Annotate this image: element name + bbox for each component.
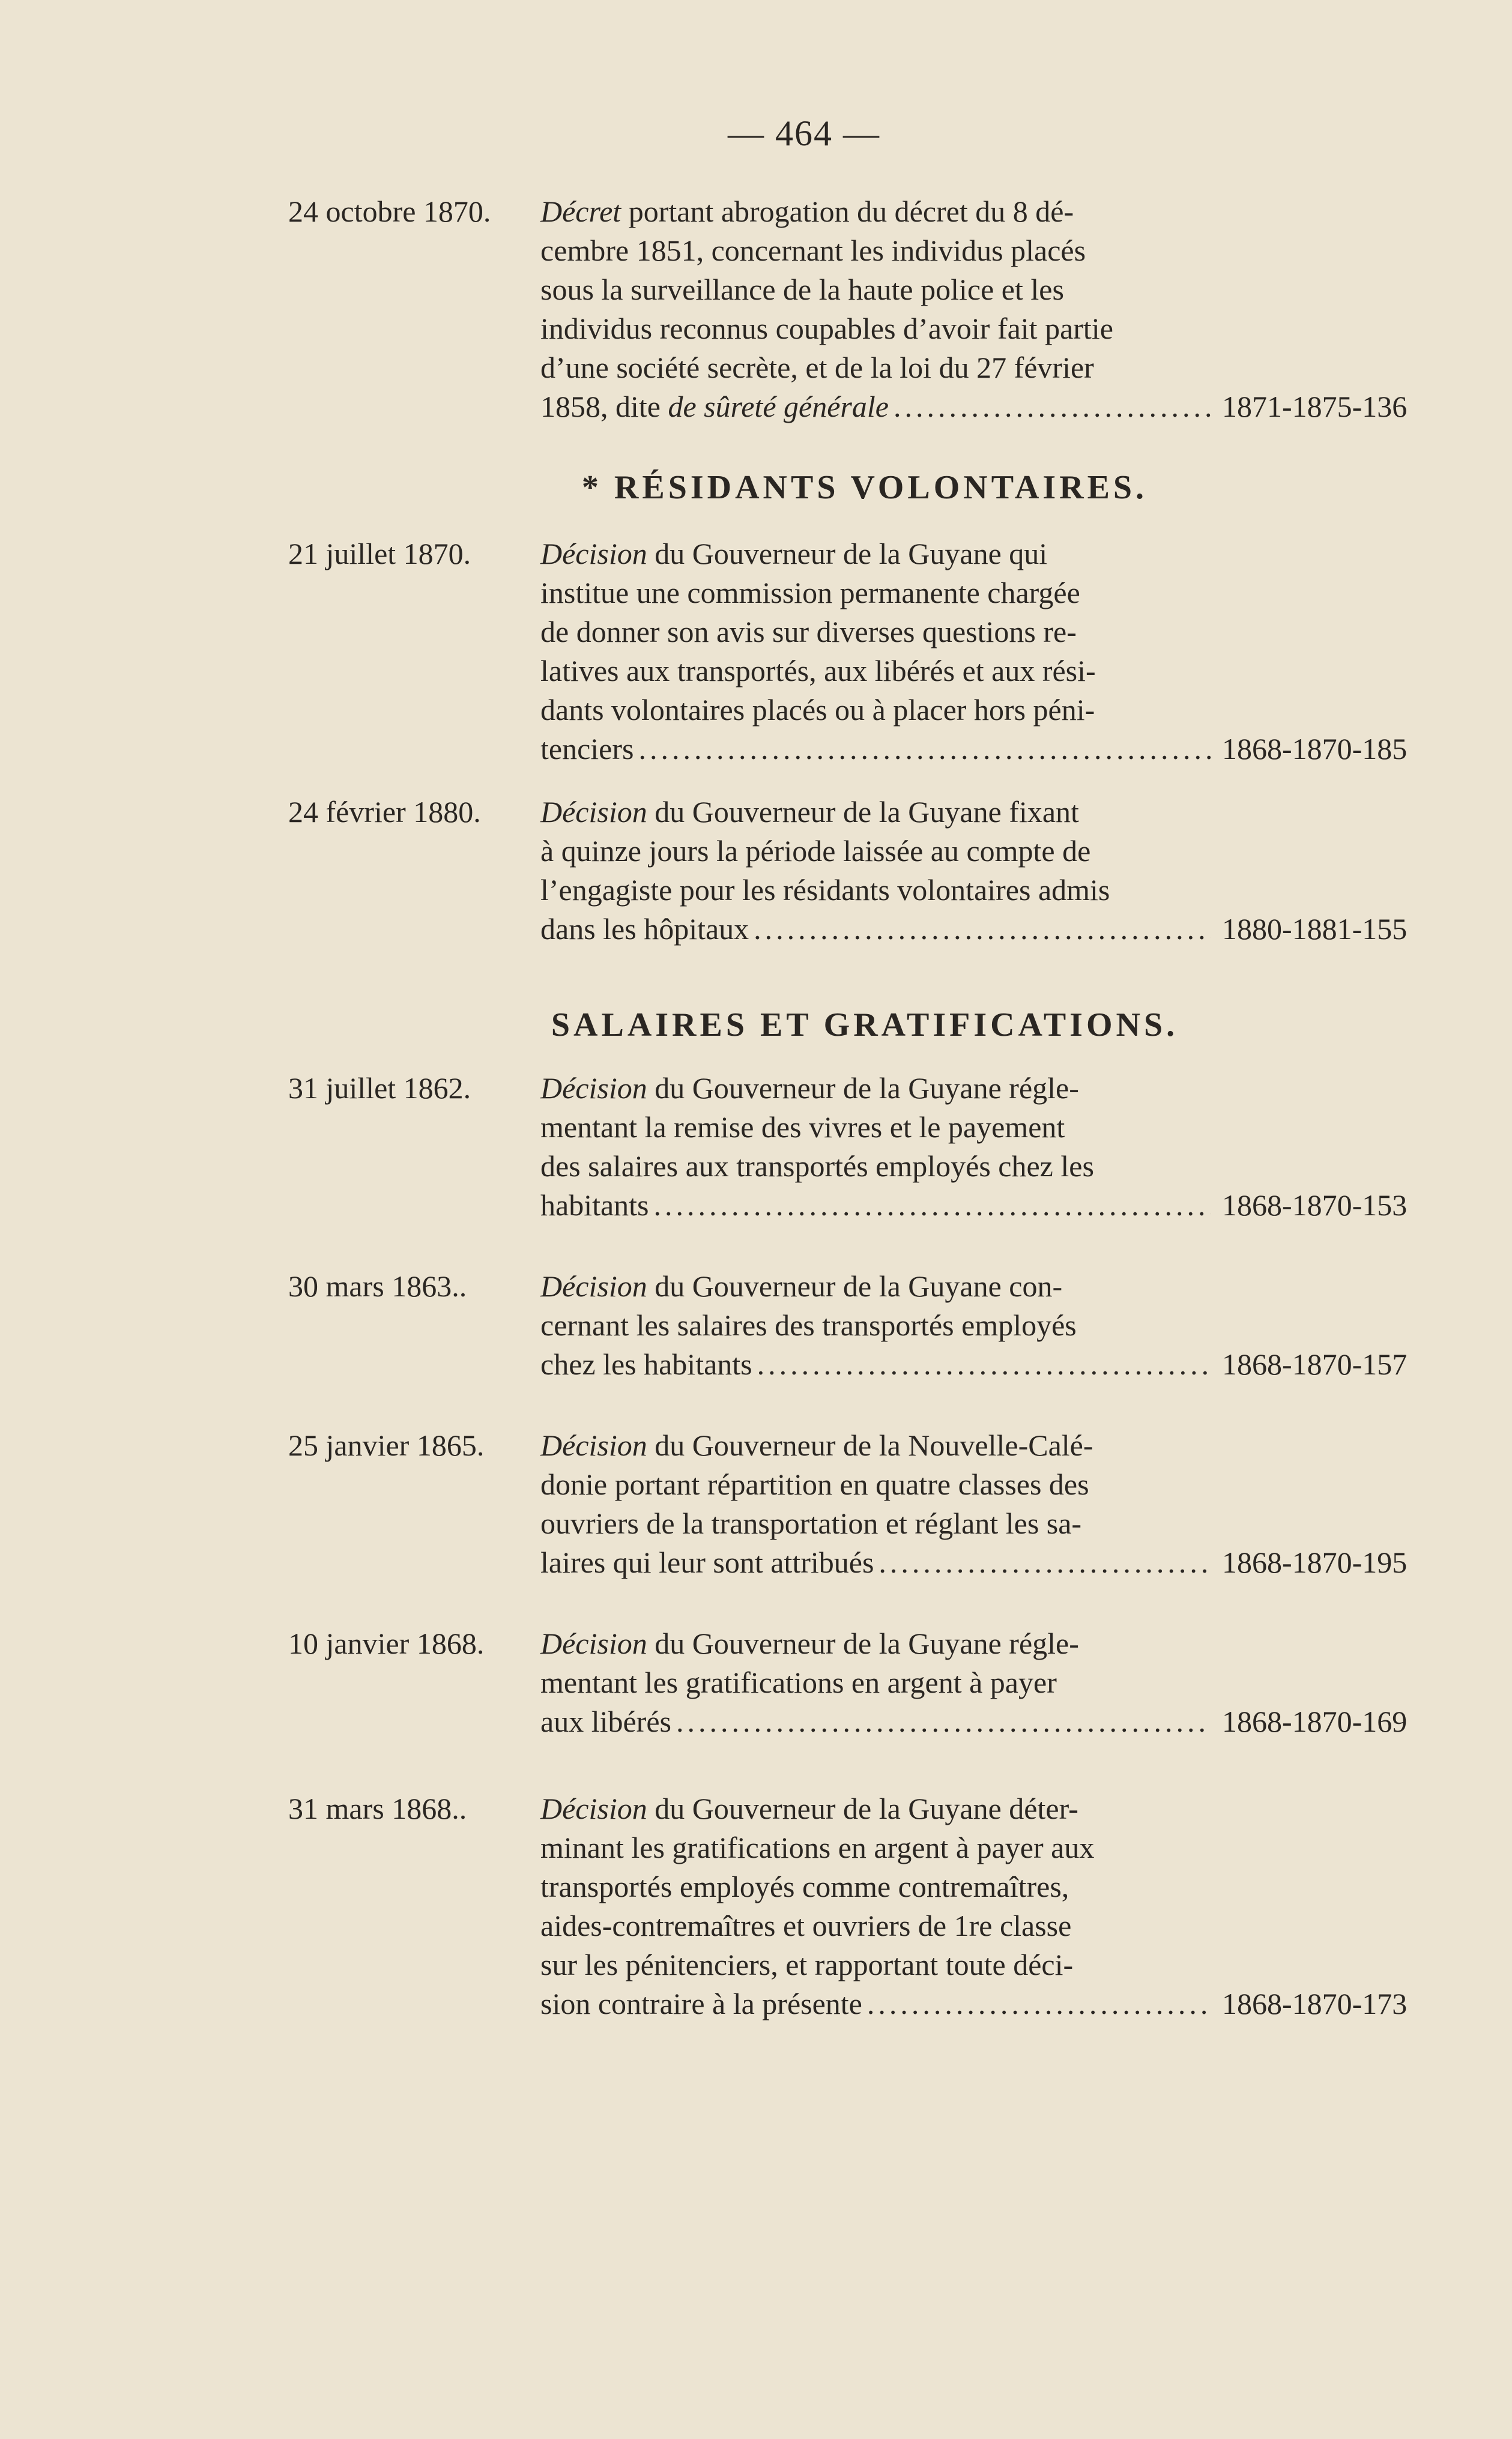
entry-line: des salaires aux transportés employés chez les bbox=[540, 1149, 1094, 1183]
entry-reference: 1868-1870-169 bbox=[1222, 1705, 1408, 1738]
dot-leader bbox=[867, 1984, 1211, 2023]
entry-line: dants volontaires placés ou à placer hors péni- bbox=[540, 693, 1095, 727]
entry-line: transportés employés comme contremaîtres, bbox=[540, 1870, 1069, 1903]
entry-line: à quinze jours la période laissée au compte de bbox=[540, 834, 1091, 868]
dot-leader bbox=[638, 730, 1211, 769]
entry-text bbox=[540, 1426, 1216, 1582]
entry-line: du Gouverneur de la Guyane régle- bbox=[655, 1071, 1079, 1105]
entry-text bbox=[540, 534, 1216, 769]
dot-leader bbox=[676, 1702, 1211, 1741]
dot-leader bbox=[894, 387, 1211, 426]
entry-text bbox=[540, 1624, 1216, 1741]
entry-reference: 1868-1870-153 bbox=[1222, 1188, 1408, 1222]
entry-lead: Décision bbox=[540, 1428, 647, 1462]
entry-last-text: aux libérés bbox=[540, 1705, 671, 1738]
entry-last-text: laires qui leur sont attribués bbox=[540, 1546, 874, 1579]
dot-leader bbox=[654, 1186, 1211, 1225]
entry-last-text: chez les habitants bbox=[540, 1347, 752, 1381]
entry-last-italic: de sûreté générale bbox=[668, 390, 889, 423]
page-number: — 464 — bbox=[728, 113, 880, 153]
entry-last-text: sion contraire à la présente bbox=[540, 1987, 862, 2020]
entry-line: individus reconnus coupables d’avoir fait partie bbox=[540, 312, 1113, 345]
entry-text bbox=[540, 1789, 1216, 2023]
entry-decret-1870 bbox=[0, 192, 1512, 426]
entry-lead: Décision bbox=[540, 795, 647, 829]
entry-decision-1880 bbox=[0, 793, 1512, 949]
entry-date: 30 mars 1863.. bbox=[288, 1269, 467, 1303]
entry-decision-1868-janvier bbox=[0, 1624, 1512, 1741]
entry-line: du Gouverneur de la Guyane régle- bbox=[655, 1627, 1079, 1660]
dot-leader bbox=[757, 1345, 1211, 1384]
entry-line: sous la surveillance de la haute police et les bbox=[540, 273, 1064, 306]
entry-last-text: tenciers bbox=[540, 732, 634, 766]
entry-line: du Gouverneur de la Guyane fixant bbox=[655, 795, 1079, 829]
entry-line: ouvriers de la transportation et réglant les sa- bbox=[540, 1507, 1082, 1540]
entry-last-text: habitants bbox=[540, 1188, 649, 1222]
entry-reference: 1868-1870-195 bbox=[1222, 1546, 1408, 1579]
entry-lead: Décision bbox=[540, 1792, 647, 1825]
entry-text bbox=[540, 1267, 1216, 1384]
entry-lead: Décision bbox=[540, 1627, 647, 1660]
entry-decision-1870 bbox=[0, 534, 1512, 769]
entry-line: aides-contremaîtres et ouvriers de 1re classe bbox=[540, 1909, 1072, 1942]
entry-line: cembre 1851, concernant les individus placés bbox=[540, 234, 1086, 267]
entry-line: l’engagiste pour les résidants volontaires admis bbox=[540, 873, 1110, 907]
entry-reference: 1868-1870-185 bbox=[1222, 732, 1408, 766]
entry-line: du Gouverneur de la Nouvelle-Calé- bbox=[655, 1428, 1093, 1462]
entry-lead: Décision bbox=[540, 1071, 647, 1105]
entry-line: latives aux transportés, aux libérés et aux rési- bbox=[540, 654, 1096, 688]
entry-line: du Gouverneur de la Guyane déter- bbox=[655, 1792, 1078, 1825]
entry-last-text: 1858, dite bbox=[540, 390, 661, 423]
entry-line: cernant les salaires des transportés employés bbox=[540, 1308, 1077, 1342]
entry-date: 24 octobre 1870. bbox=[288, 195, 491, 228]
entry-last-text: dans les hôpitaux bbox=[540, 912, 749, 946]
entry-lead: Décret bbox=[540, 195, 621, 228]
entry-line: du Gouverneur de la Guyane qui bbox=[655, 537, 1048, 570]
entry-line: portant abrogation du décret du 8 dé- bbox=[628, 195, 1074, 228]
entry-date: 10 janvier 1868. bbox=[288, 1627, 485, 1660]
entry-text bbox=[540, 793, 1216, 949]
section-heading-salaires: SALAIRES ET GRATIFICATIONS. bbox=[551, 1006, 1179, 1044]
entry-line: donie portant répartition en quatre classes des bbox=[540, 1467, 1089, 1501]
entry-reference: 1880-1881-155 bbox=[1222, 912, 1408, 946]
entry-decision-1862 bbox=[0, 1069, 1512, 1225]
dot-leader bbox=[878, 1543, 1211, 1582]
entry-line: du Gouverneur de la Guyane con- bbox=[655, 1269, 1063, 1303]
entry-reference: 1868-1870-173 bbox=[1222, 1987, 1408, 2020]
entry-reference: 1871-1875-136 bbox=[1222, 390, 1408, 423]
entry-text bbox=[540, 1069, 1216, 1225]
entry-line: sur les pénitenciers, et rapportant toute déci- bbox=[540, 1948, 1074, 1981]
entry-line: mentant les gratifications en argent à payer bbox=[540, 1666, 1057, 1699]
entry-date: 25 janvier 1865. bbox=[288, 1428, 485, 1462]
entry-text bbox=[540, 192, 1216, 426]
entry-decision-1865 bbox=[0, 1426, 1512, 1582]
entry-line: mentant la remise des vivres et le payement bbox=[540, 1110, 1065, 1144]
section-heading-residants: * RÉSIDANTS VOLONTAIRES. bbox=[581, 469, 1148, 506]
entry-decision-1868-mars bbox=[0, 1789, 1512, 2023]
dot-leader bbox=[754, 910, 1211, 949]
entry-line: d’une société secrète, et de la loi du 27 février bbox=[540, 351, 1094, 384]
entry-lead: Décision bbox=[540, 1269, 647, 1303]
entry-date: 31 mars 1868.. bbox=[288, 1792, 467, 1825]
entry-lead: Décision bbox=[540, 537, 647, 570]
entry-date: 21 juillet 1870. bbox=[288, 537, 471, 570]
entry-date: 31 juillet 1862. bbox=[288, 1071, 471, 1105]
entry-date: 24 février 1880. bbox=[288, 795, 481, 829]
entry-reference: 1868-1870-157 bbox=[1222, 1347, 1408, 1381]
entry-decision-1863 bbox=[0, 1267, 1512, 1384]
entry-line: minant les gratifications en argent à payer aux bbox=[540, 1831, 1095, 1864]
entry-line: de donner son avis sur diverses questions re- bbox=[540, 615, 1077, 648]
entry-line: institue une commission permanente chargée bbox=[540, 576, 1080, 609]
